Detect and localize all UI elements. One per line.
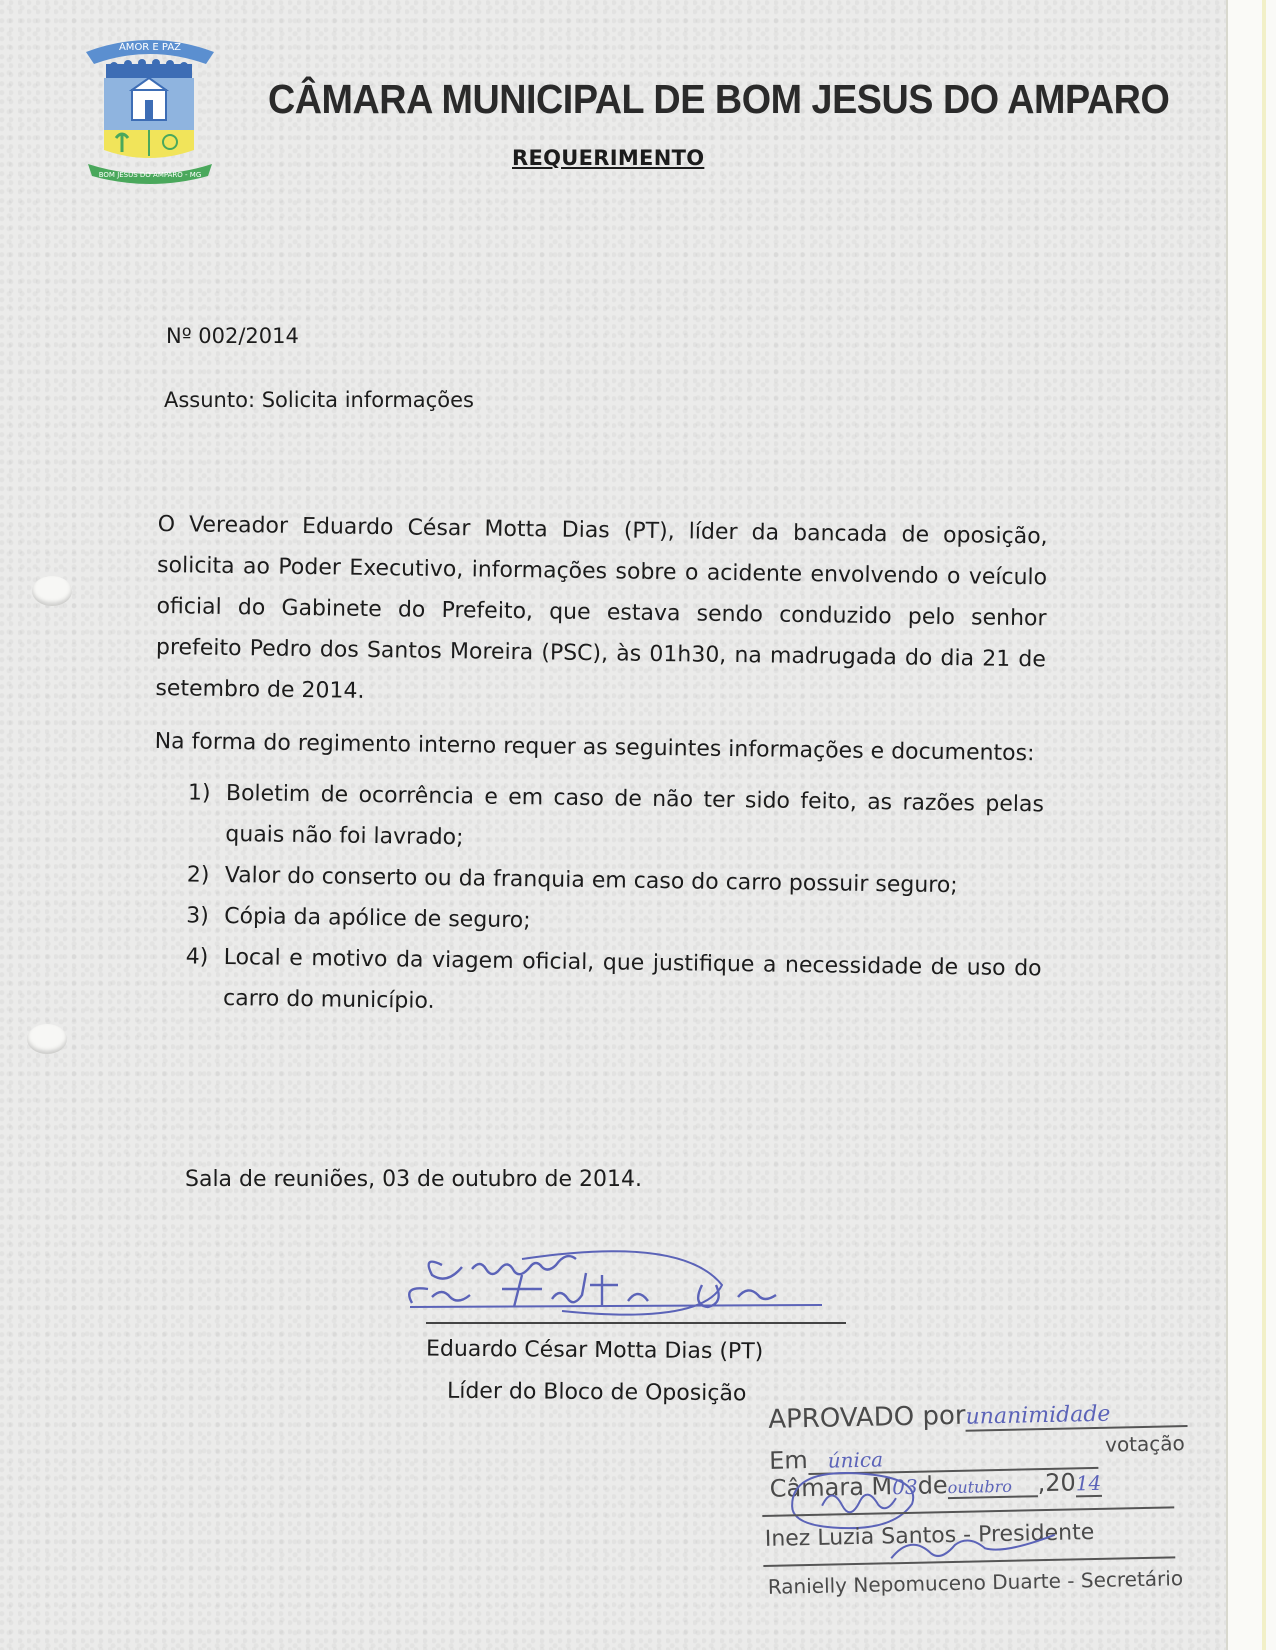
handwritten-signature: [402, 1245, 862, 1327]
year-handwritten: 14: [1075, 1470, 1102, 1496]
body-paragraph: O Vereador Eduardo César Motta Dias (PT), líder da bancada de oposição, solicita ao Poder Executivo, informações sobre o acidente envolvendo o veículo oficial do Gabinete do Prefeito, que estava sendo conduzido pelo senhor prefeito Pedro dos Santos Moreira (PSC), às 01h30, na madrugada do dia 21 de setembro de 2014.: [155, 511, 1048, 704]
signature-line: [426, 1322, 846, 1324]
punch-hole: [32, 576, 72, 606]
list-item: 3) Cópia da apólice de seguro;: [186, 903, 531, 934]
camara-label: Câmara M: [769, 1472, 893, 1503]
votacao-label: votação: [1104, 1431, 1186, 1457]
year-prefix: ,20: [1037, 1468, 1077, 1498]
president-name: Inez Luzia Santos - Presidente: [764, 1520, 1095, 1552]
em-handwritten: única: [807, 1443, 1097, 1475]
institution-title: CÂMARA MUNICIPAL DE BOM JESUS DO AMPARO: [268, 76, 1170, 122]
list-item: 2) Valor do conserto ou da franquia em caso do carro possuir seguro;: [186, 862, 958, 899]
approval-stamp: [760, 1396, 1205, 1625]
logo-bottom-text: BOM JESUS DO AMPARO - MG: [98, 171, 202, 179]
list-item: 1) Boletim de ocorrência e em caso de não ter sido feito, as razões pelas quais não foi lavrado;: [187, 780, 1045, 851]
signer-role: Líder do Bloco de Oposição: [446, 1378, 747, 1407]
approved-handwritten: unanimidade: [965, 1400, 1188, 1432]
page-edge-stripe: [1262, 0, 1266, 1650]
request-number: Nº 002/2014: [166, 324, 299, 348]
month-handwritten: outubro: [947, 1476, 1037, 1499]
em-label: Em: [768, 1446, 809, 1475]
requested-items-list: [151, 772, 1044, 1030]
body-paragraph: Na forma do regimento interno requer as seguintes informações e documentos:: [154, 728, 1035, 767]
secretary-name: Ranielly Nepomuceno Duarte - Secretário: [767, 1566, 1184, 1599]
document-type-heading: REQUERIMENTO: [512, 146, 705, 170]
punch-hole: [27, 1024, 67, 1054]
coat-of-arms-logo: [82, 34, 218, 190]
signer-name: Eduardo César Motta Dias (PT): [425, 1336, 764, 1365]
place-and-date: Sala de reuniões, 03 de outubro de 2014.: [185, 1167, 642, 1192]
subject-line: Assunto: Solicita informações: [164, 388, 474, 412]
logo-top-text: AMOR E PAZ: [118, 42, 182, 53]
de-label: de: [917, 1471, 948, 1500]
document-body: [151, 504, 1048, 1030]
approved-label: APROVADO por: [767, 1400, 966, 1435]
page-edge: [1226, 0, 1276, 1650]
day-handwritten: 03: [891, 1474, 918, 1500]
list-item: 4) Local e motivo da viagem oficial, que justifique a necessidade de uso do carro do município.: [185, 944, 1042, 1014]
